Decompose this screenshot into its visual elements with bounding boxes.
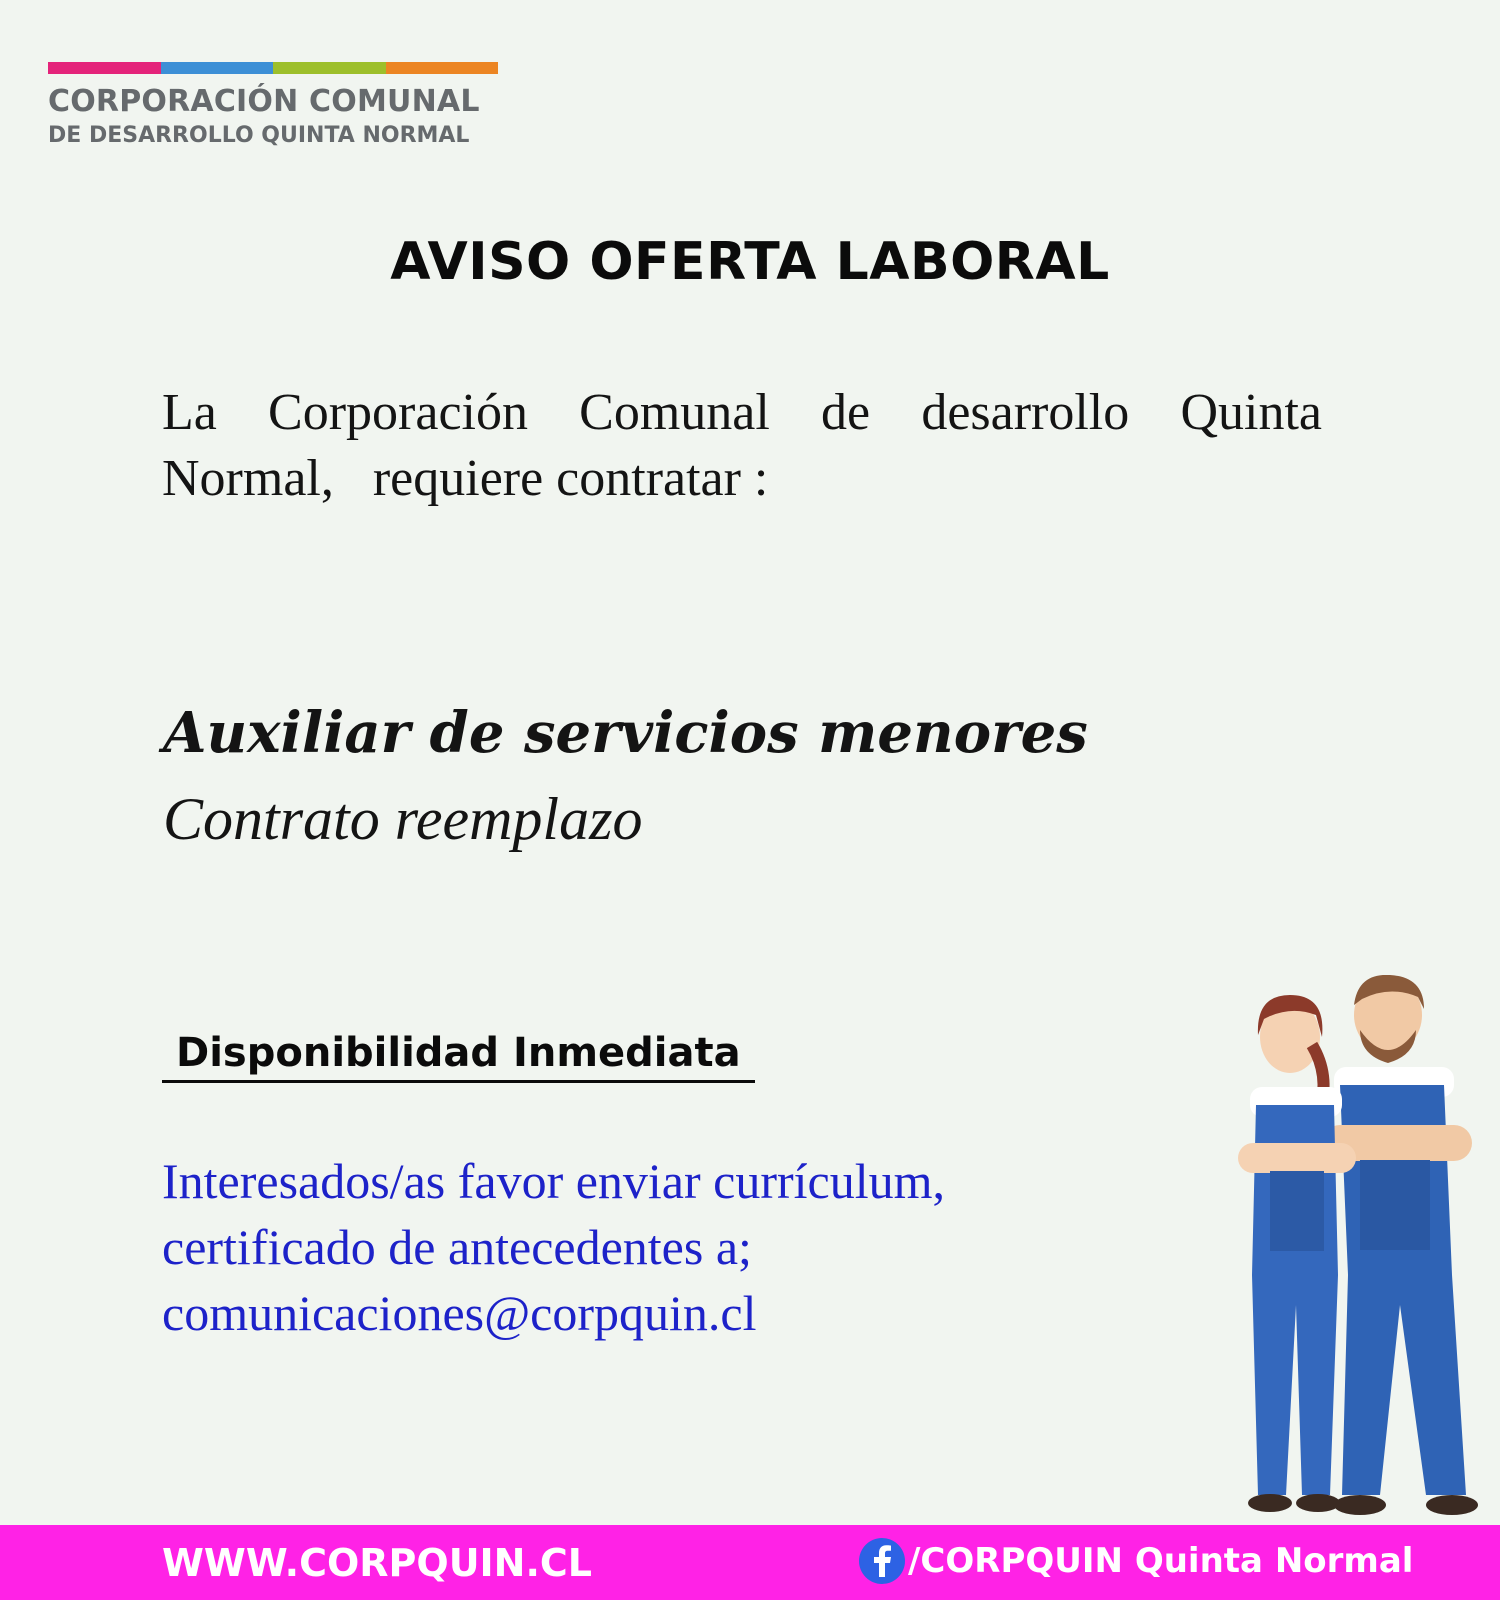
contact-line: Interesados/as favor enviar currículum, [162,1153,946,1209]
intro-line: La Corporación Comunal de desarrollo Quinta [162,384,1322,441]
logo-bar-segment [273,62,386,74]
facebook-icon [858,1537,906,1585]
job-position: Auxiliar de servicios menores [163,700,1088,766]
workers-illustration [1230,975,1500,1525]
logo-subtitle: DE DESARROLLO QUINTA NORMAL [48,123,470,148]
intro-line: Normal, requiere contratar : [162,450,769,507]
logo-title: CORPORACIÓN COMUNAL [48,84,480,119]
man-figure [1322,975,1478,1515]
logo-color-bar [48,62,498,74]
contact-info [162,1148,945,1346]
website-link[interactable]: WWW.CORPQUIN.CL [162,1541,593,1585]
footer-bar [0,1525,1500,1600]
contact-line: certificado de antecedentes a; [162,1219,752,1275]
logo-bar-segment [386,62,499,74]
facebook-link[interactable] [858,1537,1413,1585]
page-title: AVISO OFERTA LABORAL [390,232,1110,292]
logo [48,62,498,148]
contact-email[interactable]: comunicaciones@corpquin.cl [162,1285,757,1341]
logo-bar-segment [48,62,161,74]
intro-paragraph [162,380,1322,512]
logo-bar-segment [161,62,274,74]
contract-type: Contrato reemplazo [163,786,643,852]
facebook-handle: /CORPQUIN Quinta Normal [908,1541,1414,1581]
availability-note: Disponibilidad Inmediata [162,1030,755,1083]
